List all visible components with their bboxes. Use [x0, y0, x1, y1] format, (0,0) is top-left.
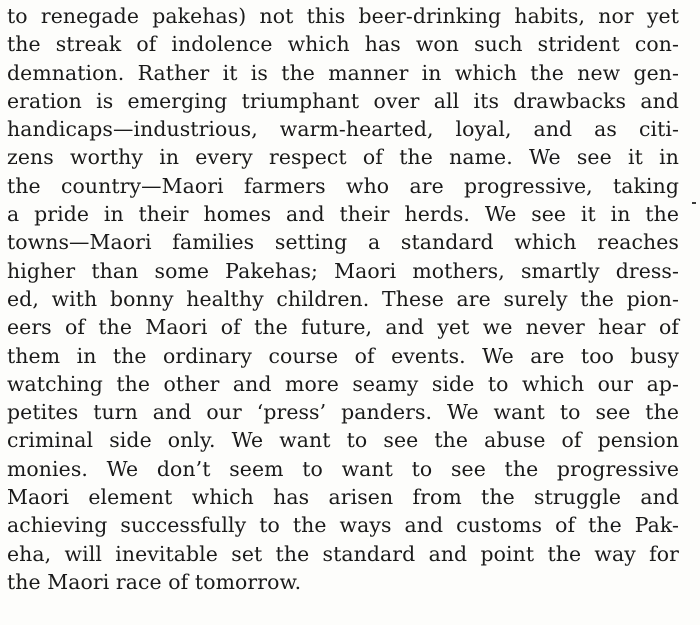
text-line: Maori element which has arisen from the struggle and	[7, 485, 679, 510]
text-line: achieving successfully to the ways and customs of the Pak-	[7, 513, 679, 538]
text-line: eha, will inevitable set the standard and point the way for	[7, 541, 679, 566]
text-line: higher than some Pakehas; Maori mothers, smartly dress-	[7, 258, 679, 283]
text-line: towns—Maori families setting a standard which reaches	[7, 230, 679, 255]
text-line: handicaps—industrious, warm-hearted, loyal, and as citi-	[7, 117, 679, 142]
text-line: demnation. Rather it is the manner in which the new gen-	[7, 60, 679, 85]
text-line: them in the ordinary course of events. We are too busy	[7, 343, 679, 368]
body-text	[7, 2, 679, 596]
text-line: monies. We don’t seem to want to see the progressive	[7, 456, 679, 481]
text-line-last: the Maori race of tomorrow.	[7, 569, 302, 594]
text-line: the streak of indolence which has won such strident con-	[7, 32, 679, 57]
text-line: watching the other and more seamy side to which our ap-	[7, 371, 679, 396]
text-line: zens worthy in every respect of the name. We see it in	[7, 145, 679, 170]
margin-tick-mark	[692, 202, 696, 204]
text-line: to renegade pakehas) not this beer-drinking habits, nor yet	[7, 4, 679, 28]
text-line: the country—Maori farmers who are progressive, taking	[7, 173, 679, 198]
text-line: ed, with bonny healthy children. These are surely the pion-	[7, 286, 679, 311]
text-line: eers of the Maori of the future, and yet we never hear of	[7, 315, 679, 340]
text-line: a pride in their homes and their herds. We see it in the	[7, 202, 679, 227]
text-line: petites turn and our ‘press’ panders. We want to see the	[7, 400, 679, 425]
text-line: eration is emerging triumphant over all its drawbacks and	[7, 88, 679, 113]
text-line: criminal side only. We want to see the abuse of pension	[7, 428, 679, 453]
